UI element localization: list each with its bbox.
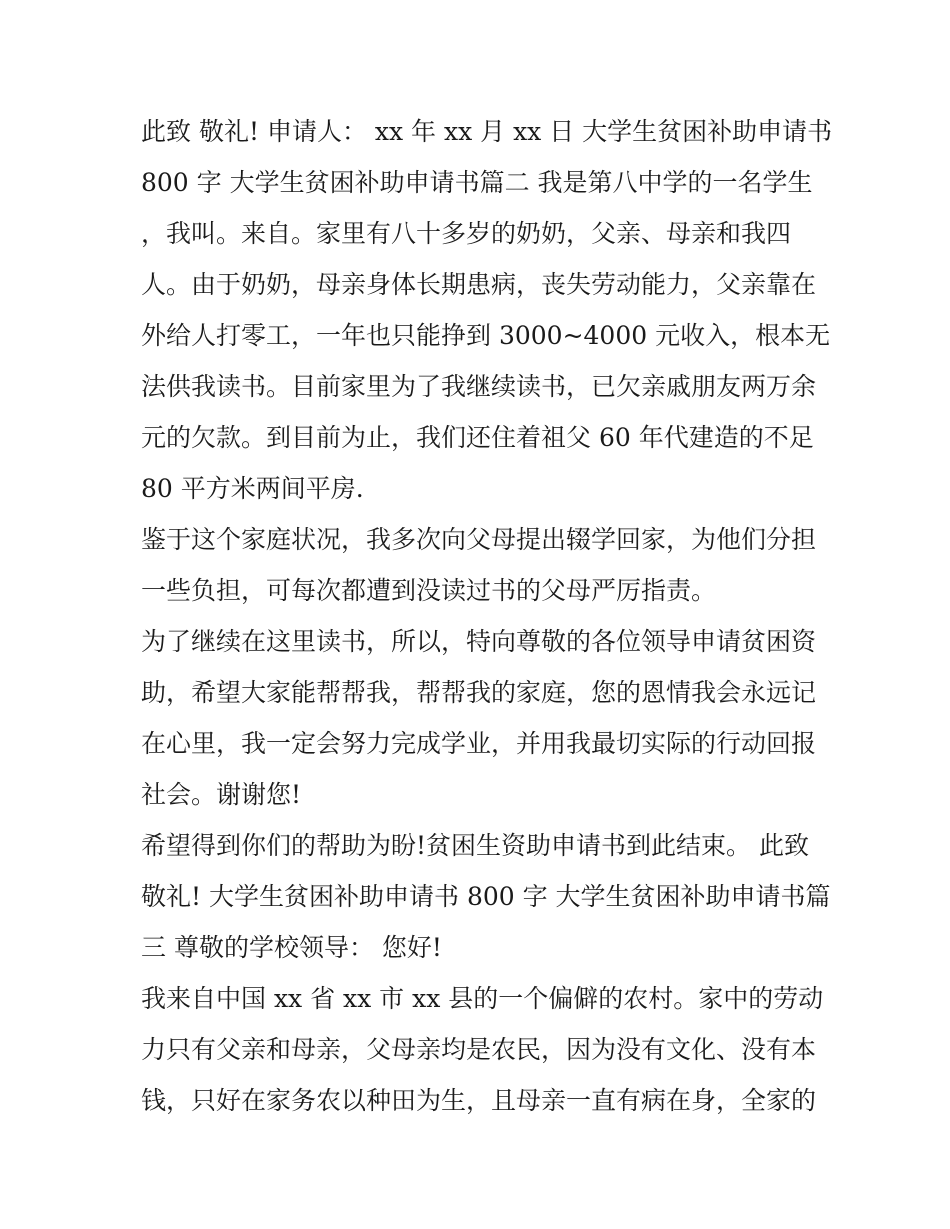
document-body — [141, 106, 833, 1126]
text-line: 敬礼! 大学生贫困补助申请书 800 字 大学生贫困补助申请书篇 — [141, 882, 831, 911]
text-line: 80 平方米两间平房. — [141, 474, 364, 503]
text-line: 力只有父亲和母亲，父母亲均是农民，因为没有文化、没有本 — [141, 1035, 817, 1064]
text-line: 三 尊敬的学校领导： 您好! — [141, 933, 442, 962]
text-line: 助，希望大家能帮帮我，帮帮我的家庭，您的恩情我会永远记 — [141, 678, 817, 707]
text-line: 鉴于这个家庭状况，我多次向父母提出辍学回家，为他们分担 — [141, 525, 817, 554]
text-line: 外给人打零工，一年也只能挣到 3000~4000 元收入，根本无 — [141, 321, 831, 350]
text-line: 人。由于奶奶，母亲身体长期患病，丧失劳动能力，父亲靠在 — [141, 270, 817, 299]
text-line: 钱，只好在家务农以种田为生，且母亲一直有病在身，全家的 — [141, 1086, 817, 1115]
text-line: 一些负担，可每次都遭到没读过书的父母严厉指责。 — [141, 576, 717, 605]
text-line: 社会。谢谢您! — [141, 780, 302, 809]
text-line: ，我叫。来自。家里有八十多岁的奶奶，父亲、母亲和我四 — [141, 219, 792, 248]
text-line: 此致 敬礼! 申请人： xx 年 xx 月 xx 日 大学生贫困补助申请书 — [141, 117, 833, 146]
text-line: 希望得到你们的帮助为盼!贫困生资助申请书到此结束。 此致 — [141, 831, 809, 860]
text-line: 800 字 大学生贫困补助申请书篇二 我是第八中学的一名学生 — [141, 168, 813, 197]
text-line: 为了继续在这里读书，所以，特向尊敬的各位领导申请贫困资 — [141, 627, 817, 656]
text-line: 法供我读书。目前家里为了我继续读书，已欠亲戚朋友两万余 — [141, 372, 817, 401]
text-line: 在心里，我一定会努力完成学业，并用我最切实际的行动回报 — [141, 729, 817, 758]
text-line: 我来自中国 xx 省 xx 市 xx 县的一个偏僻的农村。家中的劳动 — [141, 984, 824, 1013]
text-line: 元的欠款。到目前为止，我们还住着祖父 60 年代建造的不足 — [141, 423, 814, 452]
